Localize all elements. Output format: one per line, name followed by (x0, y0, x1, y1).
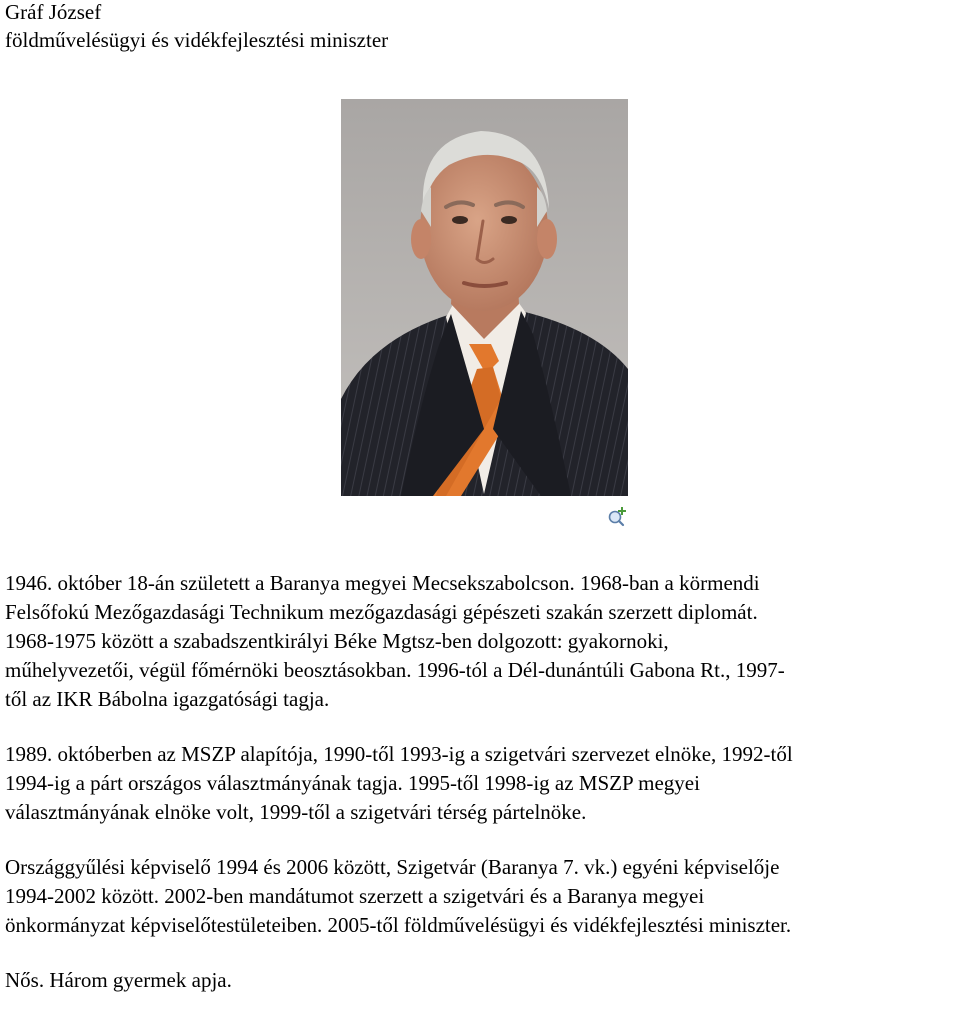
person-name: Gráf József (5, 0, 102, 24)
text-line: 1968-1975 között a szabadszentkirályi Béke Mgtsz-ben dolgozott: gyakornoki, (5, 629, 669, 653)
text-line: 1946. október 18-án született a Baranya megyei Mecsekszabolcson. 1968-ban a körmendi (5, 571, 760, 595)
text-line: Országgyűlési képviselő 1994 és 2006 között, Szigetvár (Baranya 7. vk.) egyéni képviselője (5, 855, 780, 879)
paragraph-parliament (5, 853, 960, 940)
text-line: 1989. októberben az MSZP alapítója, 1990-től 1993-ig a szigetvári szervezet elnöke, 1992-től (5, 742, 793, 766)
magnify-plus-icon[interactable] (606, 505, 628, 527)
magnify-plus-icon-glyph (606, 505, 628, 527)
text-line: től az IKR Bábolna igazgatósági tagja. (5, 687, 330, 711)
portrait-photo (341, 99, 628, 496)
paragraph-early-life (5, 569, 960, 714)
page-header (5, 0, 388, 54)
biography-text (5, 569, 960, 995)
text-line: 1994-ig a párt országos választmányának tagja. 1995-től 1998-ig az MSZP megyei (5, 771, 700, 795)
portrait-illustration (341, 99, 628, 496)
person-title: földművelésügyi és vidékfejlesztési miniszter (5, 28, 389, 52)
text-line: Felsőfokú Mezőgazdasági Technikum mezőgazdasági gépészeti szakán szerzett diplomát. (5, 600, 758, 624)
text-line: választmányának elnöke volt, 1999-től a szigetvári térség pártelnöke. (5, 800, 587, 824)
paragraph-party-career (5, 740, 960, 827)
text-line: 1994-2002 között. 2002-ben mandátumot szerzett a szigetvári és a Baranya megyei (5, 884, 705, 908)
text-line: műhelyvezetői, végül főmérnöki beosztásokban. 1996-tól a Dél-dunántúli Gabona Rt., 1997- (5, 658, 785, 682)
text-line: önkormányzat képviselőtestületeiben. 2005-től földművelésügyi és vidékfejlesztési miniszter. (5, 913, 792, 937)
paragraph-family (5, 966, 960, 995)
text-line: Nős. Három gyermek apja. (5, 968, 232, 992)
